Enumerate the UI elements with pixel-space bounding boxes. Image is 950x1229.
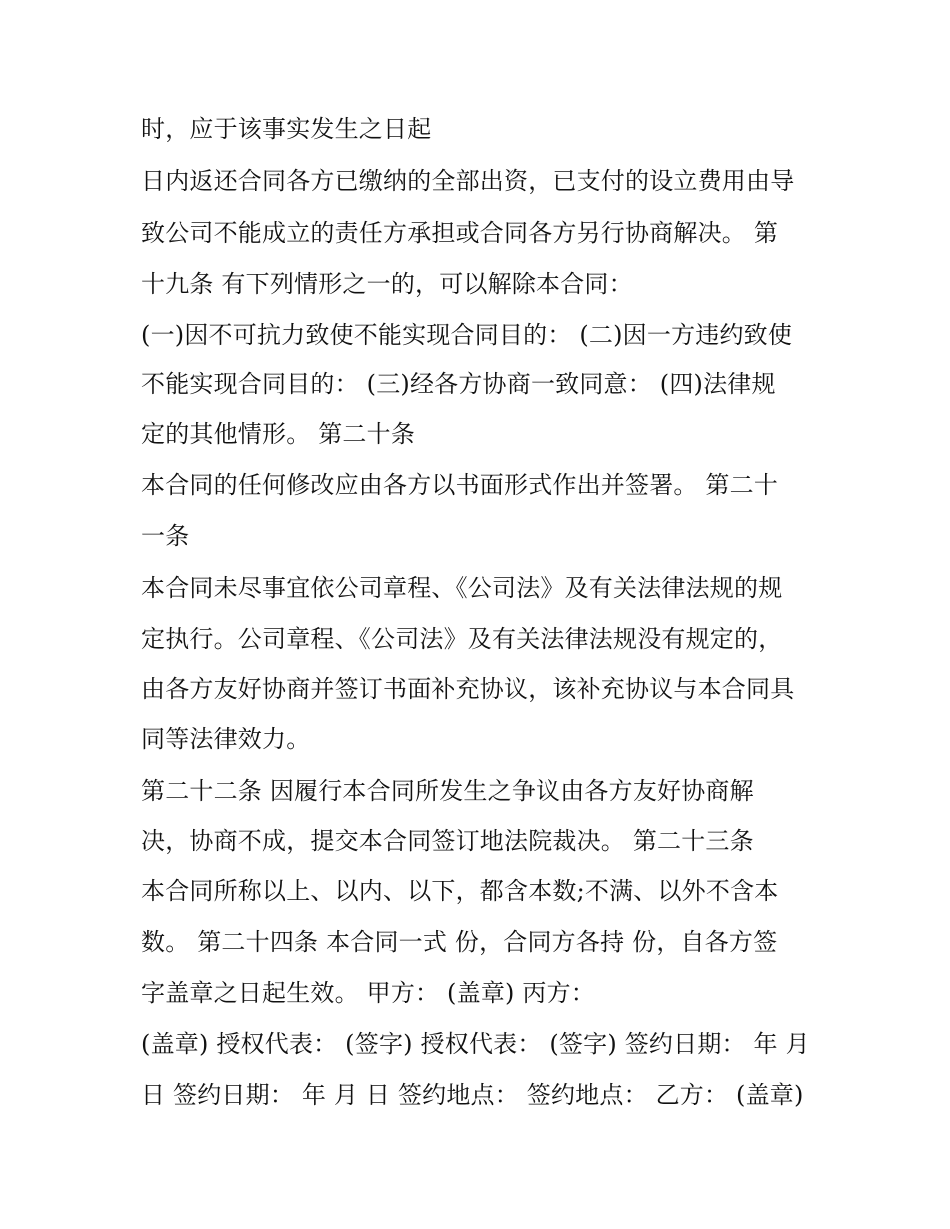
text-line: 一条 (141, 522, 190, 550)
text-line: (盖章) 授权代表： (签字) 授权代表： (签字) 签约日期： 年 月 (141, 1030, 810, 1058)
text-line: 第二十二条 因履行本合同所发生之争议由各方友好协商解 (141, 777, 754, 805)
text-line: 数。 第二十四条 本合同一式 份，合同方各持 份，自各方签 (141, 928, 778, 956)
text-line: 字盖章之日起生效。 甲方： (盖章) 丙方： (141, 979, 596, 1007)
text-line: 致公司不能成立的责任方承担或合同各方另行协商解决。 第 (141, 219, 779, 247)
text-line: 日内返还合同各方已缴纳的全部出资，已支付的设立费用由导 (141, 167, 795, 195)
text-line: (一)因不可抗力致使不能实现合同目的： (二)因一方违约致使 (141, 321, 793, 349)
text-line: 时，应于该事实发生之日起 (141, 115, 432, 143)
text-line: 本合同未尽事宜依公司章程、《公司法》及有关法律法规的规 (141, 574, 783, 602)
text-line: 日 签约日期： 年 月 日 签约地点： 签约地点： 乙方： (盖章) (141, 1081, 804, 1109)
text-line: 不能实现合同目的： (三)经各方协商一致同意： (四)法律规 (141, 370, 776, 398)
text-line: 十九条 有下列情形之一的，可以解除本合同： (141, 270, 633, 298)
text-line: 本合同的任何修改应由各方以书面形式作出并签署。 第二十 (141, 471, 779, 499)
text-line: 决，协商不成，提交本合同签订地法院裁决。 第二十三条 (141, 827, 754, 855)
text-line: 由各方友好协商并签订书面补充协议，该补充协议与本合同具 (141, 675, 795, 703)
text-line: 同等法律效力。 (141, 725, 311, 753)
text-line: 本合同所称以上、以内、以下，都含本数;不满、以外不含本 (141, 877, 779, 905)
text-line: 定执行。公司章程、《公司法》及有关法律法规没有规定的， (141, 625, 783, 653)
text-line: 定的其他情形。 第二十条 (141, 420, 416, 448)
